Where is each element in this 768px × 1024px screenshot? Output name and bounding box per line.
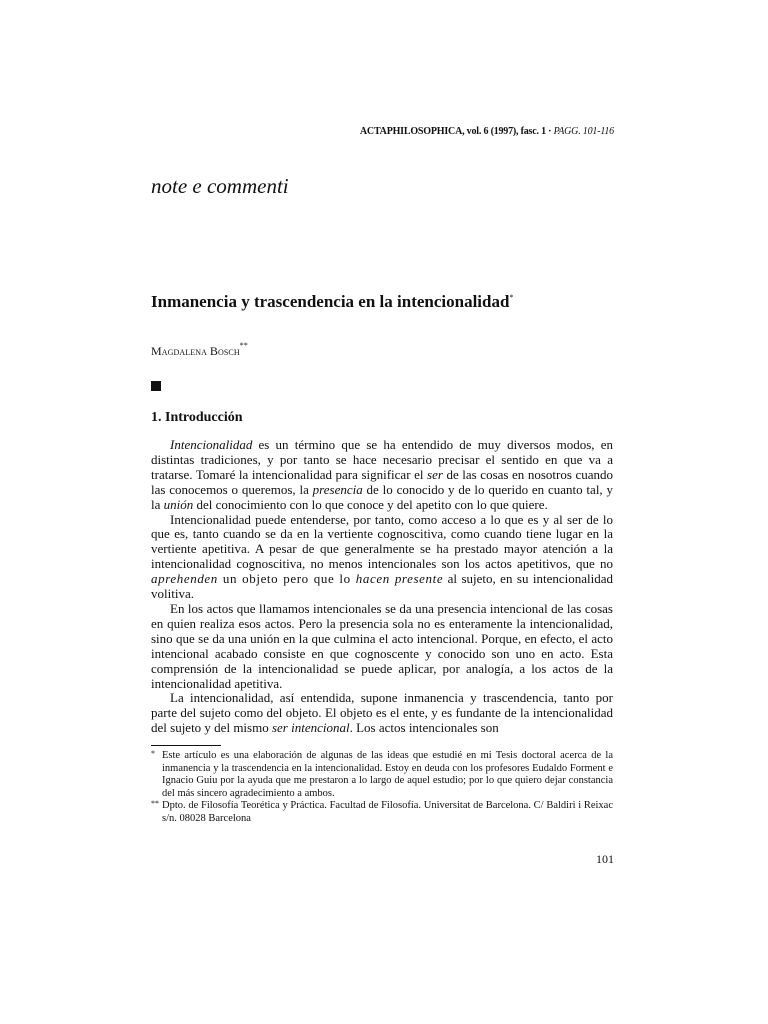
italic-term: ser intencional xyxy=(271,720,350,736)
italic-term: presencia xyxy=(312,481,363,497)
text-run: de lo conocido y de lo querido en cuanto tal, y la xyxy=(151,481,613,512)
footnotes xyxy=(151,750,613,826)
footnote-rule xyxy=(151,745,221,746)
author-footnote-mark: ** xyxy=(239,341,248,350)
author-first-name-rest: agdalena xyxy=(161,346,210,358)
paragraph-4 xyxy=(151,691,613,736)
footnote-text: Este artículo es una elaboración de algunas de las ideas que estudié en mi Tesis doctoral acerca de la inmanencia y la trascendencia en la intencionalidad. Estoy en deuda con los profesores Eudaldo Forment e Ignacio Guiu por la ayuda que me prestaron a lo largo de aquel estudio; por lo que quiero dejar constancia del más sincero agradecimiento a ambos. xyxy=(162,750,613,799)
italic-term: aprehenden xyxy=(151,571,218,587)
text-run: . Los actos intencionales son xyxy=(349,720,499,736)
paragraph-3 xyxy=(151,602,613,691)
section-label: note e commenti xyxy=(151,174,289,198)
page-number: 101 xyxy=(596,852,614,866)
text-run: al sujeto, en su intencionalidad volitiva. xyxy=(151,571,614,602)
italic-term: ser xyxy=(427,466,443,482)
body-text xyxy=(151,438,613,736)
author-last-initial: B xyxy=(209,344,218,358)
text-run: un objeto pero que lo xyxy=(217,571,356,587)
footnote-2 xyxy=(151,800,613,825)
italic-term: hacen presente xyxy=(355,571,444,587)
text-run: En los actos que llamamos intencionales se da una presencia intencional de las cosas en quien realiza esos actos. Pero la presencia sola no es enteramente la intencionalidad, sino que se da una unión en la que culmina el acto intencional. Porque, en efecto, el acto intencional acabado consiste en que cognoscente y conocido son uno en acto. Esta comprensión de la intencionalidad se puede aplicar, por analogía, a los actos de la intencionalidad apetitiva. xyxy=(151,600,613,691)
paragraph-1 xyxy=(151,438,613,513)
title-footnote-mark: * xyxy=(509,293,514,302)
italic-term: unión xyxy=(163,496,194,512)
footnote-1 xyxy=(151,750,613,800)
paragraph-2 xyxy=(151,513,613,602)
journal-citation: ACTAPHILOSOPHICA, vol. 6 (1997), fasc. 1 · xyxy=(359,126,552,137)
italic-term: Intencionalidad xyxy=(170,437,253,452)
running-header xyxy=(151,126,614,137)
article-title xyxy=(151,292,513,312)
footnote-text: Dpto. de Filosofía Teorética y Práctica. Facultad de Filosofía. Universitat de Barcelona. C/ Baldiri i Reixac s/n. 08028 Barcelona xyxy=(162,800,613,824)
section-heading: 1. Introducción xyxy=(151,410,243,425)
text-run: de las cosas en nosotros cuando las conocemos o queremos, la xyxy=(151,466,613,497)
text-run: es un término que se ha entendido de muy diversos modos, en distintas tradiciones, y por tanto se hace necesario precisar el sentido en que va a tratarse. Tomaré la intencionalidad para significar el xyxy=(151,437,613,482)
text-run: del conocimiento con lo que conoce y del apetito con lo que quiere. xyxy=(193,496,548,512)
page-range: PAGG. 101-116 xyxy=(551,126,614,137)
author-initial: M xyxy=(151,344,162,358)
text-run: Intencionalidad puede entenderse, por tanto, como acceso a lo que es y al ser de lo que es, tanto cuando se da en la vertiente cognoscitiva, como cuando tiene lugar en la vertiente apetitiva. A pesar de que generalmente se ha prestado mayor atención a la intencionalidad cognoscitiva, no menos intencionales son los actos apetitivos, que no xyxy=(151,511,613,572)
author-last-name-rest: osch xyxy=(217,346,240,358)
footnote-mark: ** xyxy=(151,799,159,809)
section-bullet-square xyxy=(151,381,161,391)
text-run: La intencionalidad, así entendida, supone inmanencia y trascendencia, tanto por parte del sujeto como del objeto. El objeto es el ente, y es fundante de la intencionalidad del sujeto y del mismo xyxy=(151,690,613,736)
article-title-text: Inmanencia y trascendencia en la intencionalidad xyxy=(151,292,510,311)
footnote-mark: * xyxy=(151,749,155,758)
article-author xyxy=(151,341,248,359)
